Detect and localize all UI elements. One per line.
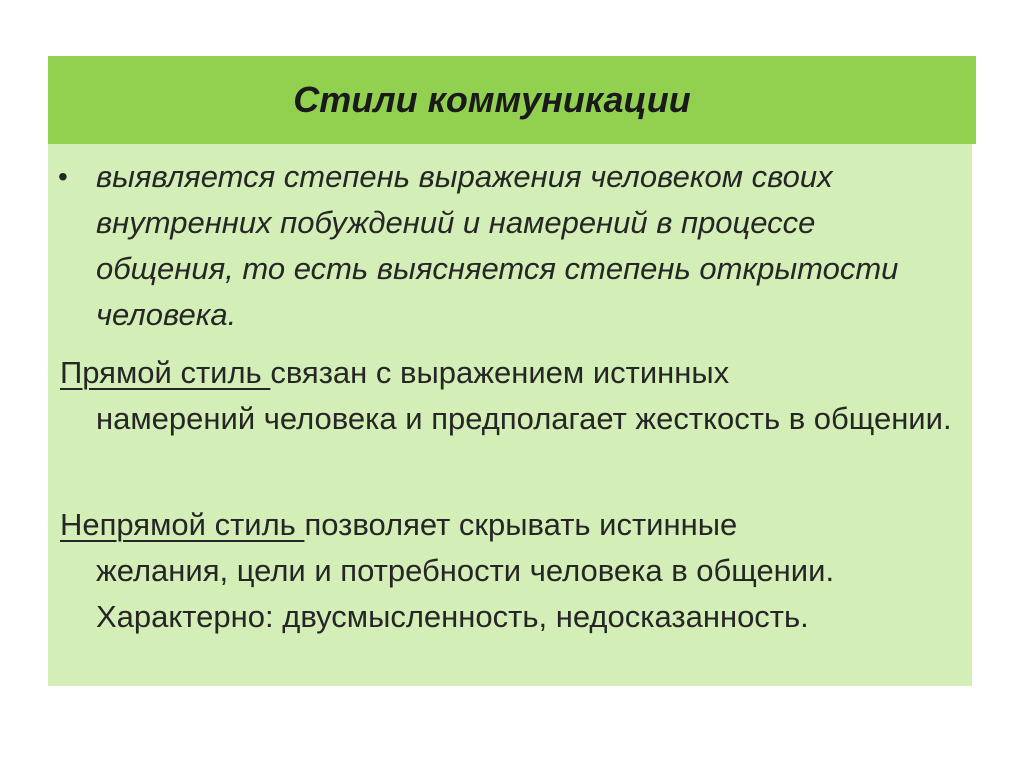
bullet-text: выявляется степень выражения человеком своих внутренних побуждений и намерений в процессе общения, то есть выясняется степень открытости человека. <box>96 159 899 332</box>
indirect-style-paragraph <box>48 502 972 640</box>
content-box <box>48 144 972 686</box>
direct-style-first-line <box>48 350 972 396</box>
direct-style-first-line-text: связан с выражением истинных <box>270 355 730 390</box>
indirect-style-first-line <box>48 502 972 548</box>
direct-style-paragraph <box>48 350 972 442</box>
indirect-style-first-line-text: позволяет скрывать истинные <box>304 507 738 542</box>
direct-style-term: Прямой стиль <box>60 355 271 390</box>
indirect-style-term: Непрямой стиль <box>60 507 305 542</box>
title-bar <box>48 56 976 144</box>
indirect-style-continuation: желания, цели и потребности человека в общении. Характерно: двусмысленность, недосказанность. <box>96 553 835 634</box>
slide-title: Стили коммуникации <box>293 79 691 120</box>
bullet-icon: • <box>58 161 68 192</box>
direct-style-continuation: намерений человека и предполагает жесткость в общении. <box>96 401 952 436</box>
